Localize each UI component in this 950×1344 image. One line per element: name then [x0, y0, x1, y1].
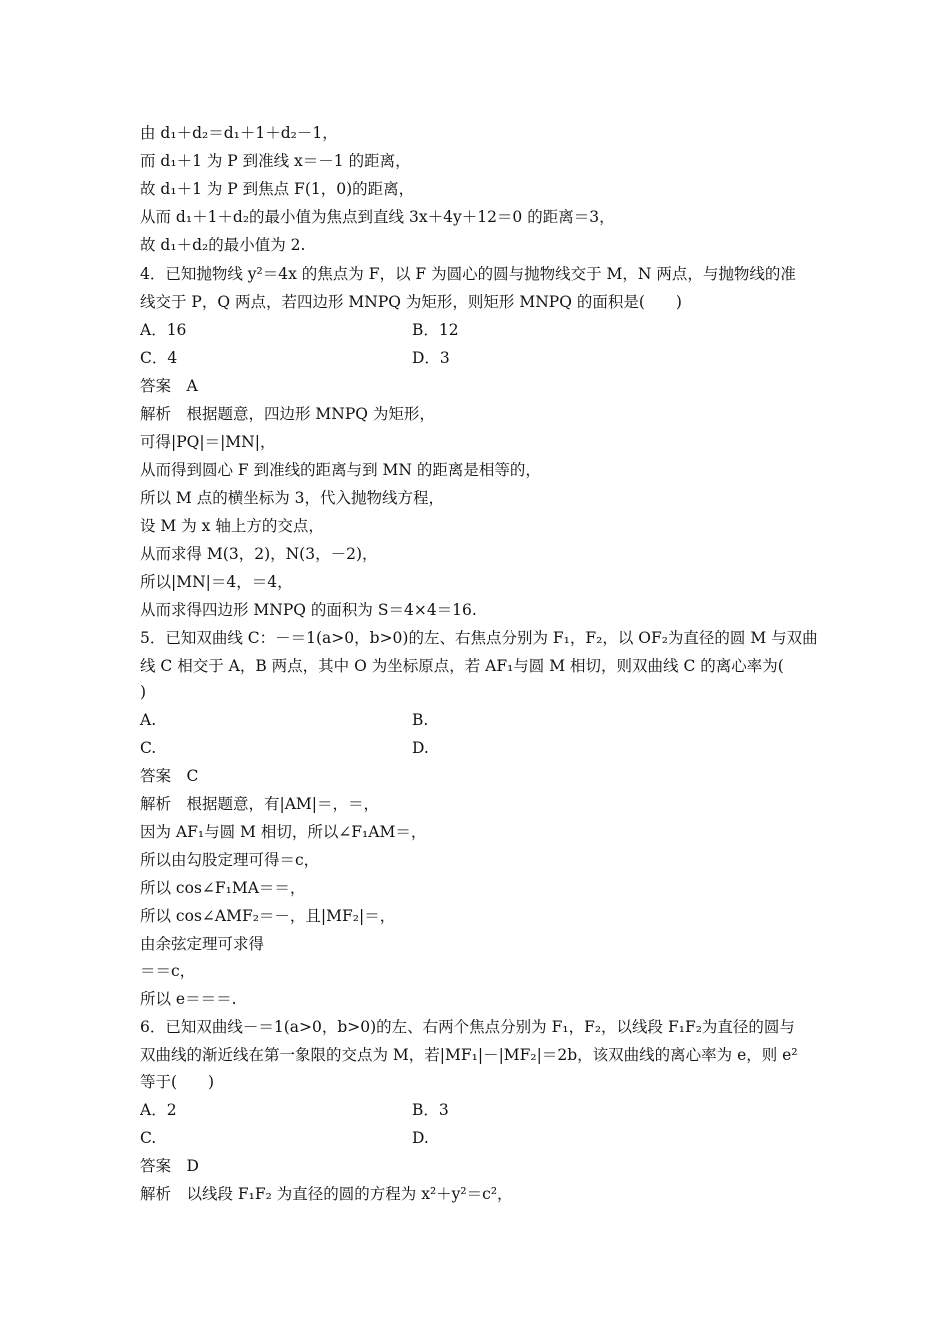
- answer-line: 答案 C: [140, 767, 199, 785]
- option-d: D.: [412, 1129, 429, 1147]
- option-b: B.: [412, 711, 429, 729]
- text-line: 从而求得 M(3，2)，N(3，－2)，: [140, 545, 378, 563]
- question-4-text: 线交于 P，Q 两点，若四边形 MNPQ 为矩形，则矩形 MNPQ 的面积是( ): [140, 293, 682, 311]
- text-line: 从而得到圆心 F 到准线的距离与到 MN 的距离是相等的，: [140, 461, 541, 479]
- text-line: 从而求得四边形 MNPQ 的面积为 S＝4×4＝16.: [140, 601, 477, 619]
- question-6-text: 6．已知双曲线－＝1(a>0，b>0)的左、右两个焦点分别为 F₁，F₂，以线段 F₁F₂为直径的圆与: [140, 1018, 795, 1036]
- text-line: 由 d₁＋d₂＝d₁＋1＋d₂－1，: [140, 124, 338, 142]
- text-line: 所以|MN|＝4，＝4，: [140, 573, 293, 591]
- question-4-text: 4．已知抛物线 y²＝4x 的焦点为 F，以 F 为圆心的圆与抛物线交于 M，N 两点，与抛物线的准: [140, 265, 796, 283]
- answer-line: 答案 D: [140, 1157, 199, 1175]
- text-line: 故 d₁＋1 为 P 到焦点 F(1，0)的距离，: [140, 180, 415, 198]
- text-line: 所以 cos∠AMF₂＝－，且|MF₂|＝，: [140, 907, 396, 925]
- option-d: D.: [412, 739, 429, 757]
- option-d: D．3: [412, 349, 450, 367]
- option-a: A.: [140, 711, 157, 729]
- option-a: A．2: [140, 1101, 177, 1119]
- question-5-text: ): [140, 683, 147, 701]
- answer-line: 答案 A: [140, 377, 198, 395]
- text-line: 可得|PQ|＝|MN|，: [140, 433, 276, 451]
- text-line: ＝＝c，: [140, 962, 196, 980]
- text-line: 设 M 为 x 轴上方的交点，: [140, 517, 324, 535]
- question-5-text: 线 C 相交于 A，B 两点，其中 O 为坐标原点，若 AF₁与圆 M 相切，则双曲线 C 的离心率为(: [140, 657, 784, 675]
- option-b: B．3: [412, 1101, 449, 1119]
- text-line: 所以 e＝＝＝.: [140, 990, 237, 1008]
- text-line: 所以 M 点的横坐标为 3，代入抛物线方程，: [140, 489, 445, 507]
- analysis-line: 解析 以线段 F₁F₂ 为直径的圆的方程为 x²＋y²＝c²，: [140, 1185, 513, 1203]
- question-6-text: 等于( ): [140, 1073, 215, 1091]
- analysis-line: 解析 根据题意，四边形 MNPQ 为矩形，: [140, 405, 435, 423]
- text-line: 所以 cos∠F₁MA＝＝，: [140, 879, 306, 897]
- text-line: 所以由勾股定理可得＝c，: [140, 851, 320, 869]
- option-a: A．16: [140, 321, 187, 339]
- option-c: C.: [140, 739, 157, 757]
- question-6-text: 双曲线的渐近线在第一象限的交点为 M，若|MF₁|－|MF₂|＝2b，该双曲线的离心率为 e，则 e²: [140, 1046, 798, 1064]
- text-line: 而 d₁＋1 为 P 到准线 x＝－1 的距离，: [140, 152, 411, 170]
- text-line: 由余弦定理可求得: [140, 935, 265, 953]
- analysis-line: 解析 根据题意，有|AM|＝，＝，: [140, 795, 380, 813]
- text-line: 因为 AF₁与圆 M 相切，所以∠F₁AM＝，: [140, 823, 427, 841]
- option-b: B．12: [412, 321, 459, 339]
- text-line: 故 d₁＋d₂的最小值为 2.: [140, 236, 306, 254]
- option-c: C.: [140, 1129, 157, 1147]
- text-line: 从而 d₁＋1＋d₂的最小值为焦点到直线 3x＋4y＋12＝0 的距离＝3，: [140, 208, 615, 226]
- option-c: C．4: [140, 349, 178, 367]
- question-5-text: 5．已知双曲线 C：－＝1(a>0，b>0)的左、右焦点分别为 F₁，F₂，以 OF₂为直径的圆 M 与双曲: [140, 629, 818, 647]
